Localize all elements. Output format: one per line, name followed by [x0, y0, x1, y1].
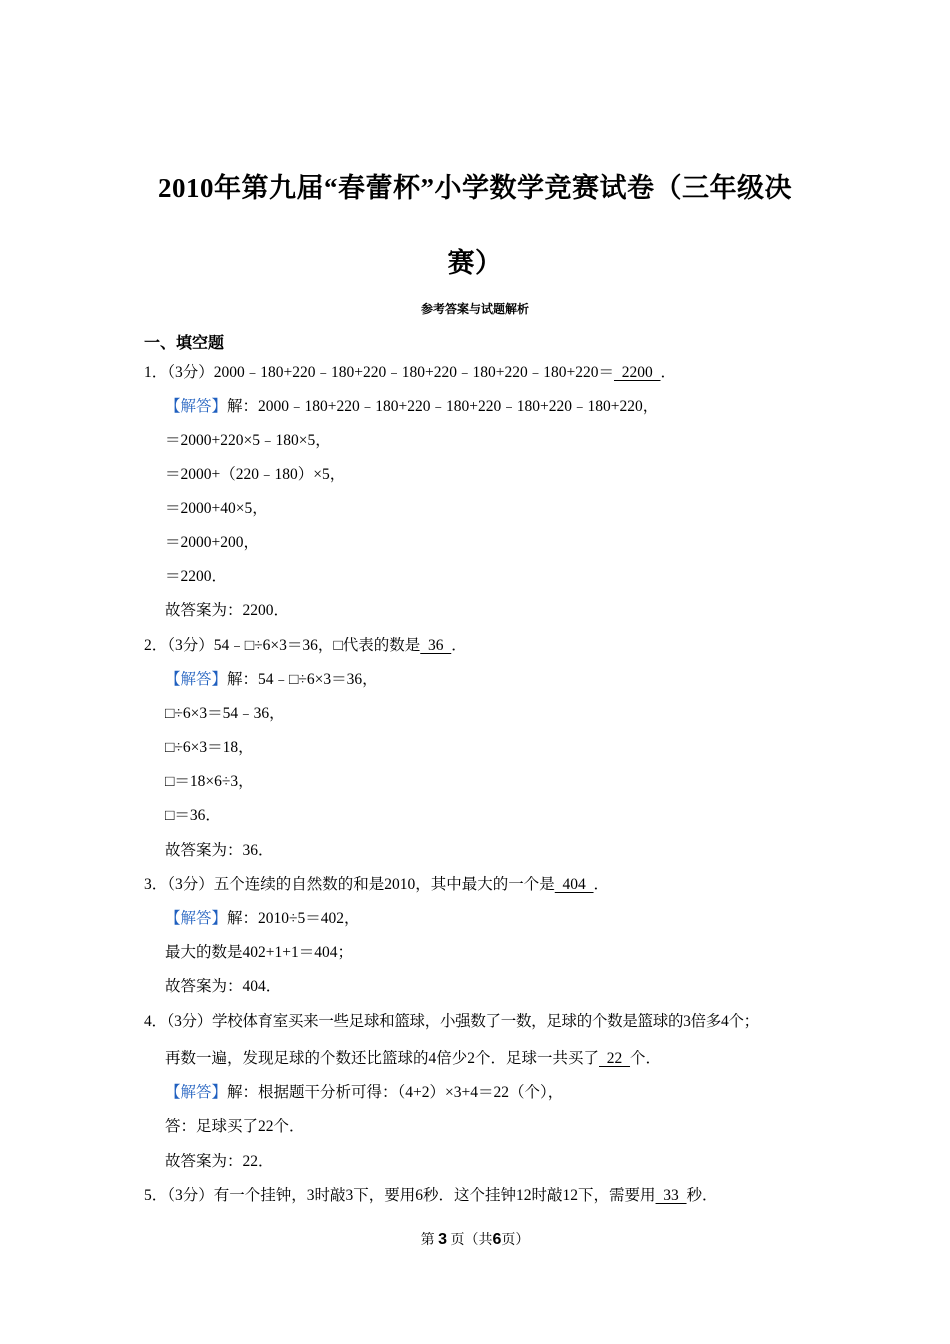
- solution-step: ＝2000+（220﹣180）×5，: [165, 466, 346, 483]
- solution-step: ＝2000+200，: [165, 534, 259, 551]
- question-text: 再数一遍，发现足球的个数还比篮球的4倍少2个．足球一共买了: [165, 1050, 600, 1067]
- title-line-2: 赛）: [447, 248, 503, 278]
- page-number: 3: [438, 1231, 447, 1248]
- footer-text: 页）: [501, 1233, 530, 1248]
- question-end: ．: [451, 637, 467, 654]
- question-1: [144, 363, 676, 383]
- subtitle: 参考答案与试题解析: [420, 302, 529, 316]
- question-number: 5．: [144, 1187, 168, 1204]
- question-text: （3分）有一个挂钟，3时敲3下，要用6秒．这个挂钟12时敲12下，需要用: [167, 1187, 656, 1204]
- title-line-1: 2010年第九届“春蕾杯”小学数学竞赛试卷（三年级决: [158, 173, 792, 203]
- page-total: 6: [492, 1231, 502, 1248]
- solution-step: □÷6×3＝18，: [165, 739, 254, 756]
- question-2: [144, 636, 467, 656]
- solution-tag: 【解答】: [165, 910, 228, 927]
- question-text: （3分）54﹣□÷6×3＝36，□代表的数是: [167, 637, 421, 654]
- question-text: （3分）学校体育室买来一些足球和篮球，小强数了一数，足球的个数是篮球的3倍多4个；: [166, 1013, 759, 1030]
- solution-text: 解：2010÷5＝402，: [227, 910, 360, 927]
- solution-step: □＝18×6÷3，: [165, 773, 254, 790]
- question-4-continued: [165, 1049, 661, 1069]
- answer-blank: 2200: [613, 364, 661, 381]
- question-number: 2．: [144, 637, 168, 654]
- answer-blank: 22: [599, 1050, 631, 1067]
- question-3: [144, 875, 609, 895]
- solution-step: 最大的数是402+1+1＝404；: [165, 944, 353, 961]
- solution-step: ＝2200．: [165, 568, 228, 585]
- question-end: 个．: [630, 1050, 662, 1067]
- solution-conclusion: 故答案为：22．: [165, 1153, 274, 1170]
- solution-text: 解：根据题干分析可得：（4+2）×3+4＝22（个），: [227, 1084, 564, 1101]
- solution-tag: 【解答】: [165, 671, 228, 688]
- question-end: ．: [593, 876, 610, 893]
- solution-step: □÷6×3＝54﹣36，: [165, 705, 285, 722]
- solution-tag: 【解答】: [165, 1084, 228, 1101]
- solution-3-line: [165, 909, 360, 929]
- question-4: [144, 1012, 759, 1032]
- solution-conclusion: 故答案为：36．: [165, 842, 274, 859]
- question-text: （3分）五个连续的自然数的和是2010，其中最大的一个是: [167, 876, 555, 893]
- solution-step: ＝2000+40×5，: [165, 500, 268, 517]
- footer-text: 第: [420, 1233, 435, 1248]
- question-number: 3．: [144, 876, 168, 893]
- solution-text: 解：54﹣□÷6×3＝36，: [227, 671, 378, 688]
- question-number: 4．: [144, 1013, 167, 1030]
- solution-text: 解：2000﹣180+220﹣180+220﹣180+220﹣180+220﹣180+220，: [227, 398, 659, 415]
- solution-conclusion: 故答案为：2200．: [165, 602, 290, 619]
- solution-1-line: [165, 397, 658, 417]
- solution-tag: 【解答】: [165, 398, 228, 415]
- question-5: [144, 1186, 718, 1206]
- solution-step: 答：足球买了22个．: [165, 1118, 305, 1135]
- solution-conclusion: 故答案为：404．: [165, 978, 282, 995]
- page-footer: [0, 1229, 950, 1249]
- solution-4-line: [165, 1083, 563, 1103]
- solution-2-line: [165, 670, 378, 690]
- solution-step: ＝2000+220×5﹣180×5，: [165, 432, 331, 449]
- solution-step: □＝36．: [165, 807, 221, 824]
- question-end: 秒．: [686, 1187, 718, 1204]
- answer-blank: 404: [554, 876, 594, 893]
- answer-blank: 33: [655, 1187, 687, 1204]
- question-end: ．: [660, 364, 676, 381]
- answer-blank: 36: [420, 637, 452, 654]
- footer-text: 页（共: [450, 1233, 493, 1248]
- question-number: 1．: [144, 364, 168, 381]
- question-text: （3分）2000﹣180+220﹣180+220﹣180+220﹣180+220﹣180+220＝: [167, 364, 614, 381]
- section-heading: 一、填空题: [144, 335, 225, 352]
